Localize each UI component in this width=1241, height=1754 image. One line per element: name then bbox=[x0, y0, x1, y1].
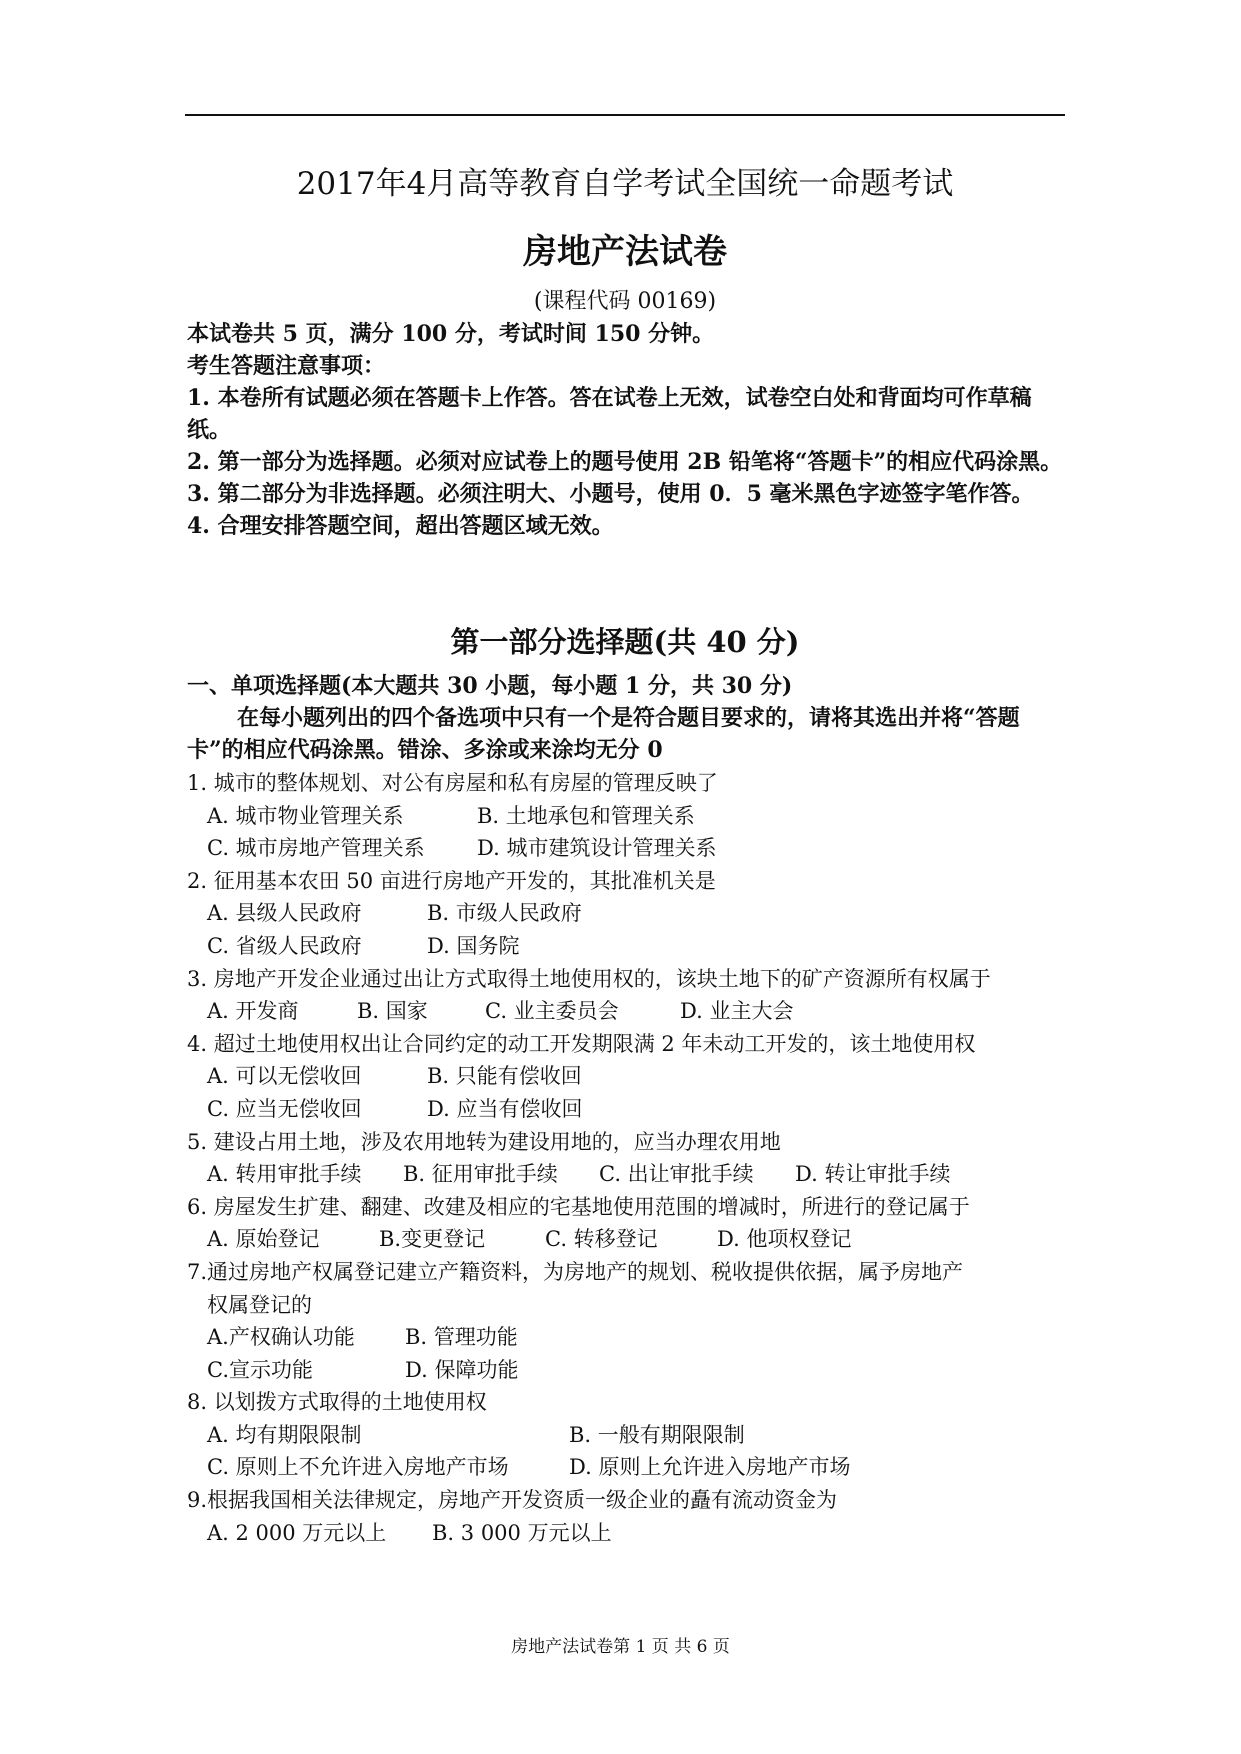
question-stem: 4. 超过土地使用权出让合同约定的动工开发期限满 2 年未动工开发的，该土地使用权 bbox=[187, 1031, 976, 1056]
option: D. 转让审批手续 bbox=[795, 1162, 951, 1187]
header-rule bbox=[185, 114, 1065, 116]
option: A. 可以无偿收回 bbox=[207, 1064, 362, 1089]
page-footer: 房地产法试卷第 1 页 共 6 页 bbox=[511, 1637, 730, 1657]
option: A. 城市物业管理关系 bbox=[207, 803, 404, 828]
part-one-title: 第一部分选择题(共 40 分) bbox=[450, 625, 800, 659]
section-heading: 一、单项选择题(本大题共 30 小题，每小题 1 分，共 30 分) bbox=[187, 673, 793, 699]
exam-summary: 本试卷共 5 页，满分 100 分，考试时间 150 分钟。 bbox=[187, 321, 715, 347]
question-stem: 2. 征用基本农田 50 亩进行房地产开发的，其批准机关是 bbox=[187, 868, 716, 893]
option: D. 业主大会 bbox=[680, 999, 794, 1024]
option: A. 2 000 万元以上 bbox=[207, 1520, 387, 1545]
option-row bbox=[187, 1060, 1067, 1093]
option-row bbox=[187, 930, 1067, 963]
course-code: (课程代码 00169) bbox=[533, 289, 717, 314]
option-row bbox=[187, 1093, 1067, 1126]
question-stem: 7.通过房地产权属登记建立产籍资料，为房地产的规划、税收提供依据，属予房地产 bbox=[187, 1259, 964, 1284]
option: A. 原始登记 bbox=[207, 1227, 320, 1252]
option: D. 保障功能 bbox=[405, 1357, 519, 1382]
option: B. 管理功能 bbox=[405, 1325, 518, 1350]
option: C. 业主委员会 bbox=[485, 999, 619, 1024]
option: D. 他项权登记 bbox=[717, 1227, 852, 1252]
option: C. 转移登记 bbox=[545, 1227, 658, 1252]
section-one bbox=[187, 670, 1067, 766]
question-stem-continued: 权属登记的 bbox=[207, 1292, 312, 1317]
option: B. 土地承包和管理关系 bbox=[477, 803, 695, 828]
question-stem: 1. 城市的整体规划、对公有房屋和私有房屋的管理反映了 bbox=[187, 771, 718, 795]
option: D. 原则上允许进入房地产市场 bbox=[569, 1455, 851, 1480]
option-row bbox=[187, 1517, 1067, 1550]
option: A. 均有期限限制 bbox=[207, 1422, 362, 1447]
question-stem: 9.根据我国相关法律规定，房地产开发资质一级企业的矗有流动资金为 bbox=[187, 1488, 838, 1513]
option: B. 征用审批手续 bbox=[403, 1162, 558, 1187]
option: D. 城市建筑设计管理关系 bbox=[477, 836, 717, 861]
option-row bbox=[187, 897, 1067, 930]
question-stem: 8. 以划拨方式取得的土地使用权 bbox=[187, 1390, 487, 1415]
note-item: 4. 合理安排答题空间，超出答题区域无效。 bbox=[187, 513, 614, 539]
option-row bbox=[187, 1451, 1067, 1484]
option-row bbox=[187, 1419, 1067, 1452]
option-row bbox=[187, 800, 1067, 833]
exam-instructions bbox=[187, 318, 1067, 542]
question-stem: 3. 房地产开发企业通过出让方式取得土地使用权的，该块土地下的矿产资源所有权属于 bbox=[187, 966, 991, 991]
option-row bbox=[187, 995, 1067, 1028]
option: A. 转用审批手续 bbox=[207, 1162, 362, 1187]
option: A. 县级人民政府 bbox=[207, 901, 362, 926]
option-row bbox=[187, 1354, 1067, 1387]
paper-title: 房地产法试卷 bbox=[523, 232, 727, 272]
option: C. 原则上不允许进入房地产市场 bbox=[207, 1455, 509, 1480]
option: C. 省级人民政府 bbox=[207, 933, 362, 958]
note-item: 2. 第一部分为选择题。必须对应试卷上的题号使用 2B 铅笔将“答题卡”的相应代码涂黑。 bbox=[187, 449, 1063, 475]
option-row bbox=[187, 1223, 1067, 1256]
exam-title: 2017年4月高等教育自学考试全国统一命题考试 bbox=[296, 166, 954, 202]
option: A.产权确认功能 bbox=[207, 1325, 355, 1350]
question-stem: 5. 建设占用土地，涉及农用地转为建设用地的，应当办理农用地 bbox=[187, 1129, 781, 1154]
note-item: 3. 第二部分为非选择题。必须注明大、小题号，使用 0．5 毫米黑色字迹签字笔作答。 bbox=[187, 481, 1034, 507]
option-row bbox=[187, 1321, 1067, 1354]
option: C. 城市房地产管理关系 bbox=[207, 836, 425, 861]
option: C.宣示功能 bbox=[207, 1357, 313, 1382]
option: C. 出让审批手续 bbox=[599, 1162, 754, 1187]
option: B. 市级人民政府 bbox=[427, 901, 582, 926]
notes-heading: 考生答题注意事项： bbox=[187, 353, 386, 379]
option: D. 应当有偿收回 bbox=[427, 1096, 583, 1121]
option-row bbox=[187, 832, 1067, 865]
question-stem: 6. 房屋发生扩建、翻建、改建及相应的宅基地使用范围的增减时，所进行的登记属于 bbox=[187, 1194, 970, 1219]
option: B. 只能有偿收回 bbox=[427, 1064, 582, 1089]
section-instruction: 在每小题列出的四个备选项中只有一个是符合题目要求的，请将其选出并将“答题卡”的相应代码涂黑。错涂、多涂或来涂均无分 0 bbox=[187, 705, 1020, 763]
option: B. 一般有期限限制 bbox=[569, 1422, 745, 1447]
option: A. 开发商 bbox=[207, 999, 299, 1024]
option: B. 国家 bbox=[357, 999, 428, 1024]
option-row bbox=[187, 1158, 1067, 1191]
question-list bbox=[187, 767, 1067, 1549]
option: D. 国务院 bbox=[427, 933, 520, 958]
option: B.变更登记 bbox=[379, 1227, 486, 1252]
note-item: 1. 本卷所有试题必须在答题卡上作答。答在试卷上无效，试卷空白处和背面均可作草稿纸。 bbox=[187, 385, 1032, 443]
option: C. 应当无偿收回 bbox=[207, 1096, 362, 1121]
option: B. 3 000 万元以上 bbox=[432, 1520, 612, 1545]
